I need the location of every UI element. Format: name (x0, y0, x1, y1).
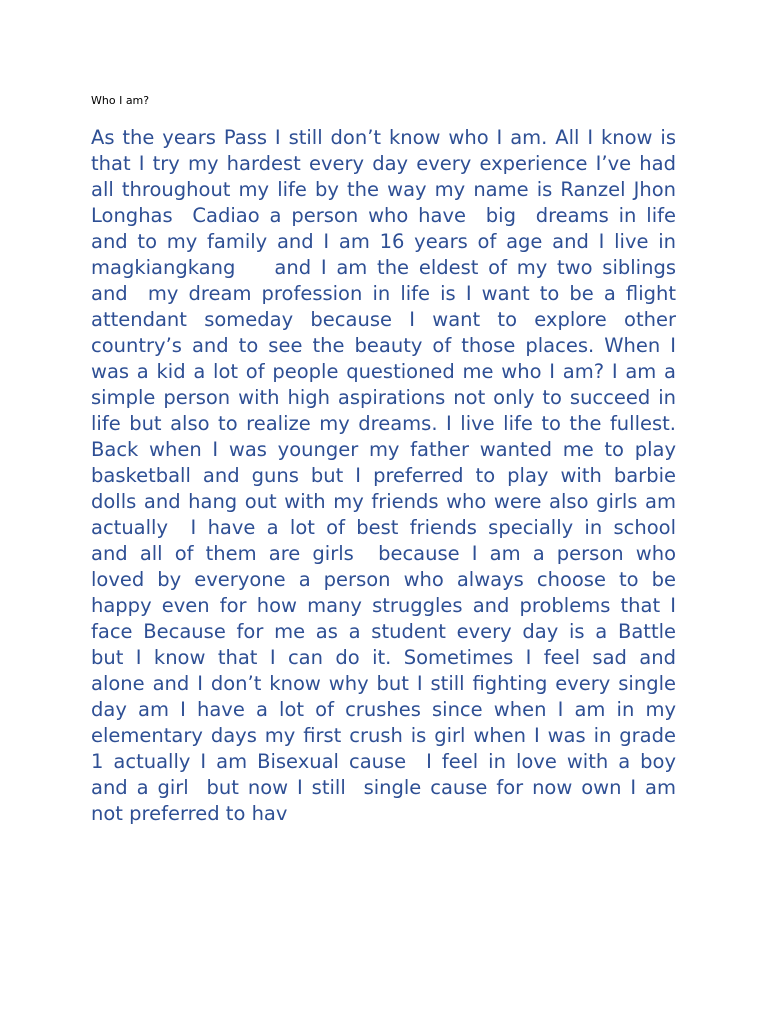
body-line: and all of them are girls because I am a person who (91, 542, 676, 565)
body-line: was a kid a lot of people questioned me who I am? I am a (91, 360, 676, 383)
body-line: Longhas Cadiao a person who have big dreams in life (91, 204, 676, 227)
body-line: basketball and guns but I preferred to play with barbie (91, 464, 676, 487)
body-line: not preferred to hav (91, 802, 288, 825)
body-line: day am I have a lot of crushes since when I am in my (91, 698, 676, 721)
body-line: all throughout my life by the way my name is Ranzel Jhon (91, 178, 676, 201)
body-line: country’s and to see the beauty of those places. When I (91, 334, 676, 357)
body-line: actually I have a lot of best friends specially in school (91, 516, 676, 539)
body-line: simple person with high aspirations not only to succeed in (91, 386, 676, 409)
body-line: happy even for how many struggles and problems that I (91, 594, 676, 617)
body-line: dolls and hang out with my friends who were also girls am (91, 490, 676, 513)
body-line: that I try my hardest every day every experience I’ve had (91, 152, 676, 175)
body-line: 1 actually I am Bisexual cause I feel in love with a boy (91, 750, 676, 773)
body-line: face Because for me as a student every day is a Battle (91, 620, 676, 643)
body-line: attendant someday because I want to explore other (91, 308, 676, 331)
body-line: magkiangkang and I am the eldest of my two siblings (91, 256, 676, 279)
body-line: and a girl but now I still single cause for now own I am (91, 776, 676, 799)
body-line: elementary days my first crush is girl when I was in grade (91, 724, 676, 747)
body-line: alone and I don’t know why but I still fighting every single (91, 672, 676, 695)
document-body (91, 125, 676, 827)
body-line: As the years Pass I still don’t know who I am. All I know is (91, 126, 676, 149)
body-line: and to my family and I am 16 years of age and I live in (91, 230, 676, 253)
body-line: and my dream profession in life is I want to be a flight (91, 282, 676, 305)
body-line: Back when I was younger my father wanted me to play (91, 438, 676, 461)
body-line: but I know that I can do it. Sometimes I feel sad and (91, 646, 676, 669)
body-line: loved by everyone a person who always choose to be (91, 568, 676, 591)
body-line: life but also to realize my dreams. I live life to the fullest. (91, 412, 676, 435)
document-title: Who I am? (91, 94, 150, 107)
